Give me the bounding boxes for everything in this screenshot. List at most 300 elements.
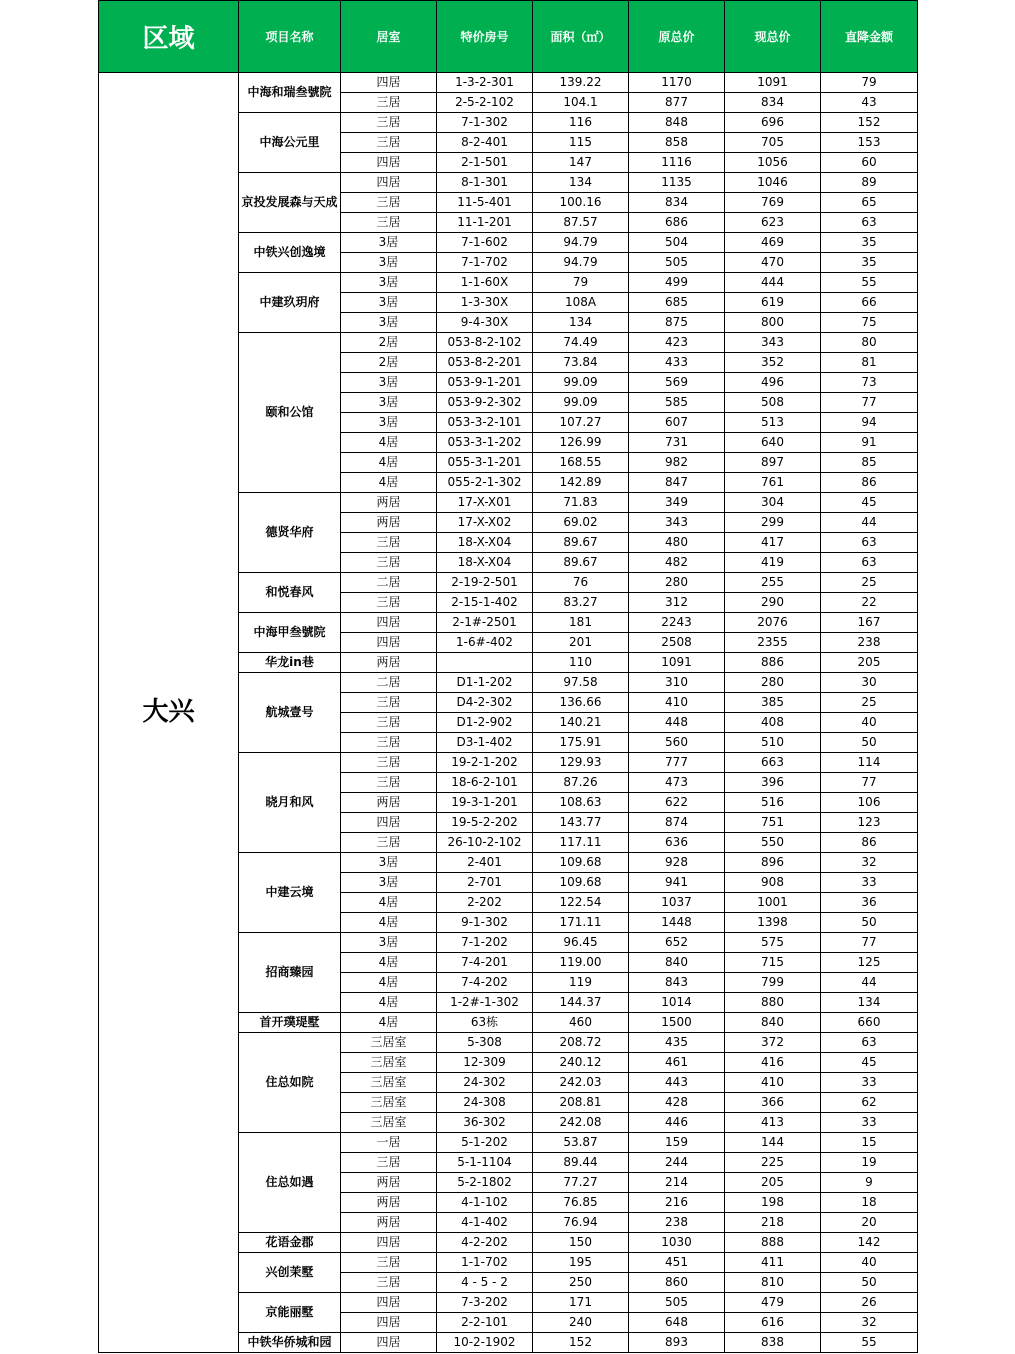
cell-rooms: 三居室 [341, 1053, 437, 1073]
cell-orig-price: 343 [629, 513, 725, 533]
cell-orig-price: 280 [629, 573, 725, 593]
cell-now-price: 1398 [725, 913, 821, 933]
cell-area: 208.81 [533, 1093, 629, 1113]
cell-area: 242.08 [533, 1113, 629, 1133]
cell-area: 168.55 [533, 453, 629, 473]
cell-area: 87.57 [533, 213, 629, 233]
region-cell: 大兴 [99, 73, 239, 1353]
header-rooms: 居室 [341, 1, 437, 73]
cell-rooms: 4居 [341, 473, 437, 493]
cell-unit: 053-9-2-302 [437, 393, 533, 413]
table-row [99, 73, 918, 93]
cell-unit: 2-1#-2501 [437, 613, 533, 633]
cell-orig-price: 428 [629, 1093, 725, 1113]
cell-now-price: 1056 [725, 153, 821, 173]
cell-discount: 77 [821, 933, 918, 953]
cell-unit: 053-9-1-201 [437, 373, 533, 393]
cell-area: 73.84 [533, 353, 629, 373]
header-unit: 特价房号 [437, 1, 533, 73]
cell-unit: 4-1-102 [437, 1193, 533, 1213]
cell-orig-price: 499 [629, 273, 725, 293]
cell-area: 76.85 [533, 1193, 629, 1213]
cell-discount: 60 [821, 153, 918, 173]
cell-discount: 44 [821, 973, 918, 993]
cell-rooms: 3居 [341, 253, 437, 273]
cell-rooms: 4居 [341, 993, 437, 1013]
cell-unit: 5-2-1802 [437, 1173, 533, 1193]
cell-discount: 50 [821, 733, 918, 753]
cell-orig-price: 1116 [629, 153, 725, 173]
cell-orig-price: 2508 [629, 633, 725, 653]
cell-orig-price: 652 [629, 933, 725, 953]
cell-area: 100.16 [533, 193, 629, 213]
project-name-cell: 住总如院 [239, 1033, 341, 1133]
cell-area: 89.67 [533, 553, 629, 573]
cell-discount: 660 [821, 1013, 918, 1033]
cell-unit: 7-1-702 [437, 253, 533, 273]
cell-area: 171.11 [533, 913, 629, 933]
cell-rooms: 3居 [341, 853, 437, 873]
cell-discount: 35 [821, 253, 918, 273]
cell-rooms: 四居 [341, 633, 437, 653]
cell-unit: 055-3-1-201 [437, 453, 533, 473]
cell-now-price: 385 [725, 693, 821, 713]
cell-discount: 125 [821, 953, 918, 973]
cell-discount: 63 [821, 533, 918, 553]
cell-rooms: 三居 [341, 833, 437, 853]
cell-unit: 26-10-2-102 [437, 833, 533, 853]
cell-unit: 2-2-101 [437, 1313, 533, 1333]
cell-orig-price: 1135 [629, 173, 725, 193]
cell-now-price: 198 [725, 1193, 821, 1213]
cell-unit: 19-5-2-202 [437, 813, 533, 833]
cell-area: 94.79 [533, 253, 629, 273]
cell-unit: D1-2-902 [437, 713, 533, 733]
cell-area: 77.27 [533, 1173, 629, 1193]
cell-orig-price: 875 [629, 313, 725, 333]
cell-orig-price: 648 [629, 1313, 725, 1333]
cell-area: 89.44 [533, 1153, 629, 1173]
cell-unit: 18-X-X04 [437, 533, 533, 553]
cell-unit: 2-1-501 [437, 153, 533, 173]
cell-area: 150 [533, 1233, 629, 1253]
cell-discount: 106 [821, 793, 918, 813]
cell-orig-price: 505 [629, 1293, 725, 1313]
cell-now-price: 508 [725, 393, 821, 413]
cell-area: 110 [533, 653, 629, 673]
cell-orig-price: 777 [629, 753, 725, 773]
cell-now-price: 411 [725, 1253, 821, 1273]
cell-orig-price: 504 [629, 233, 725, 253]
cell-unit: 7-4-201 [437, 953, 533, 973]
cell-discount: 86 [821, 833, 918, 853]
project-name-cell: 晓月和风 [239, 753, 341, 853]
project-name-cell: 华龙in巷 [239, 653, 341, 673]
cell-discount: 35 [821, 233, 918, 253]
cell-area: 240.12 [533, 1053, 629, 1073]
cell-discount: 55 [821, 1333, 918, 1353]
cell-rooms: 3居 [341, 273, 437, 293]
cell-area: 96.45 [533, 933, 629, 953]
cell-rooms: 三居室 [341, 1113, 437, 1133]
cell-now-price: 640 [725, 433, 821, 453]
cell-orig-price: 686 [629, 213, 725, 233]
cell-discount: 79 [821, 73, 918, 93]
cell-discount: 152 [821, 113, 918, 133]
cell-unit: 1-1-702 [437, 1253, 533, 1273]
cell-area: 107.27 [533, 413, 629, 433]
cell-rooms: 两居 [341, 493, 437, 513]
cell-now-price: 897 [725, 453, 821, 473]
cell-unit: 7-1-202 [437, 933, 533, 953]
cell-rooms: 二居 [341, 673, 437, 693]
cell-discount: 65 [821, 193, 918, 213]
cell-rooms: 3居 [341, 933, 437, 953]
cell-unit: 053-3-1-202 [437, 433, 533, 453]
cell-discount: 167 [821, 613, 918, 633]
cell-discount: 142 [821, 1233, 918, 1253]
project-name-cell: 中铁兴创逸境 [239, 233, 341, 273]
cell-now-price: 343 [725, 333, 821, 353]
cell-now-price: 290 [725, 593, 821, 613]
cell-area: 116 [533, 113, 629, 133]
cell-discount: 86 [821, 473, 918, 493]
project-name-cell: 京投发展森与天成 [239, 173, 341, 233]
cell-rooms: 四居 [341, 1233, 437, 1253]
table-body [99, 73, 918, 1353]
cell-discount: 40 [821, 713, 918, 733]
cell-orig-price: 622 [629, 793, 725, 813]
cell-now-price: 469 [725, 233, 821, 253]
cell-unit: 2-401 [437, 853, 533, 873]
cell-now-price: 225 [725, 1153, 821, 1173]
cell-unit: 8-1-301 [437, 173, 533, 193]
cell-discount: 40 [821, 1253, 918, 1273]
cell-area: 240 [533, 1313, 629, 1333]
cell-area: 99.09 [533, 373, 629, 393]
cell-rooms: 三居 [341, 113, 437, 133]
project-name-cell: 中海甲叁號院 [239, 613, 341, 653]
cell-now-price: 2355 [725, 633, 821, 653]
cell-orig-price: 893 [629, 1333, 725, 1353]
project-name-cell: 航城壹号 [239, 673, 341, 753]
cell-orig-price: 310 [629, 673, 725, 693]
cell-discount: 77 [821, 393, 918, 413]
cell-orig-price: 446 [629, 1113, 725, 1133]
cell-now-price: 751 [725, 813, 821, 833]
cell-discount: 73 [821, 373, 918, 393]
cell-unit: 2-19-2-501 [437, 573, 533, 593]
cell-now-price: 834 [725, 93, 821, 113]
cell-area: 134 [533, 173, 629, 193]
cell-discount: 55 [821, 273, 918, 293]
cell-orig-price: 848 [629, 113, 725, 133]
cell-area: 136.66 [533, 693, 629, 713]
cell-orig-price: 607 [629, 413, 725, 433]
cell-discount: 9 [821, 1173, 918, 1193]
cell-rooms: 四居 [341, 173, 437, 193]
cell-discount: 25 [821, 573, 918, 593]
cell-now-price: 550 [725, 833, 821, 853]
cell-discount: 91 [821, 433, 918, 453]
cell-area: 201 [533, 633, 629, 653]
cell-rooms: 三居 [341, 213, 437, 233]
cell-orig-price: 847 [629, 473, 725, 493]
cell-area: 147 [533, 153, 629, 173]
cell-rooms: 三居 [341, 533, 437, 553]
cell-unit: 18-6-2-101 [437, 773, 533, 793]
cell-area: 122.54 [533, 893, 629, 913]
cell-unit: 055-2-1-302 [437, 473, 533, 493]
cell-unit: 2-5-2-102 [437, 93, 533, 113]
cell-area: 69.02 [533, 513, 629, 533]
cell-now-price: 838 [725, 1333, 821, 1353]
cell-orig-price: 244 [629, 1153, 725, 1173]
cell-orig-price: 636 [629, 833, 725, 853]
cell-unit: 1-3-30X [437, 293, 533, 313]
cell-orig-price: 505 [629, 253, 725, 273]
cell-unit: 19-3-1-201 [437, 793, 533, 813]
cell-area: 79 [533, 273, 629, 293]
cell-discount: 44 [821, 513, 918, 533]
project-name-cell: 兴创茉墅 [239, 1253, 341, 1293]
cell-unit: 4 - 5 - 2 [437, 1273, 533, 1293]
cell-unit: 1-2#-1-302 [437, 993, 533, 1013]
cell-discount: 205 [821, 653, 918, 673]
cell-rooms: 四居 [341, 1313, 437, 1333]
header-region: 区域 [99, 1, 239, 73]
cell-orig-price: 877 [629, 93, 725, 113]
cell-now-price: 419 [725, 553, 821, 573]
cell-unit: 2-202 [437, 893, 533, 913]
cell-orig-price: 843 [629, 973, 725, 993]
cell-discount: 20 [821, 1213, 918, 1233]
cell-unit: 4-2-202 [437, 1233, 533, 1253]
cell-area: 94.79 [533, 233, 629, 253]
cell-now-price: 886 [725, 653, 821, 673]
cell-area: 181 [533, 613, 629, 633]
cell-now-price: 218 [725, 1213, 821, 1233]
cell-discount: 63 [821, 213, 918, 233]
cell-unit [437, 653, 533, 673]
cell-unit: 1-3-2-301 [437, 73, 533, 93]
cell-discount: 153 [821, 133, 918, 153]
cell-discount: 50 [821, 913, 918, 933]
cell-now-price: 416 [725, 1053, 821, 1073]
cell-area: 74.49 [533, 333, 629, 353]
cell-rooms: 三居室 [341, 1033, 437, 1053]
cell-now-price: 908 [725, 873, 821, 893]
cell-now-price: 1001 [725, 893, 821, 913]
cell-unit: 9-1-302 [437, 913, 533, 933]
cell-area: 115 [533, 133, 629, 153]
cell-rooms: 两居 [341, 793, 437, 813]
cell-discount: 89 [821, 173, 918, 193]
cell-area: 134 [533, 313, 629, 333]
cell-area: 99.09 [533, 393, 629, 413]
cell-now-price: 616 [725, 1313, 821, 1333]
cell-rooms: 四居 [341, 1293, 437, 1313]
cell-rooms: 两居 [341, 1193, 437, 1213]
cell-orig-price: 585 [629, 393, 725, 413]
project-name-cell: 中海和瑞叁號院 [239, 73, 341, 113]
cell-area: 143.77 [533, 813, 629, 833]
cell-now-price: 304 [725, 493, 821, 513]
cell-now-price: 516 [725, 793, 821, 813]
cell-discount: 80 [821, 333, 918, 353]
cell-rooms: 三居室 [341, 1093, 437, 1113]
cell-area: 109.68 [533, 853, 629, 873]
cell-rooms: 3居 [341, 233, 437, 253]
cell-orig-price: 238 [629, 1213, 725, 1233]
cell-rooms: 三居 [341, 593, 437, 613]
cell-now-price: 255 [725, 573, 821, 593]
cell-orig-price: 1170 [629, 73, 725, 93]
project-name-cell: 招商臻园 [239, 933, 341, 1013]
cell-unit: 1-1-60X [437, 273, 533, 293]
cell-area: 242.03 [533, 1073, 629, 1093]
cell-rooms: 三居 [341, 1253, 437, 1273]
cell-unit: 7-3-202 [437, 1293, 533, 1313]
cell-rooms: 4居 [341, 973, 437, 993]
cell-now-price: 619 [725, 293, 821, 313]
cell-orig-price: 1091 [629, 653, 725, 673]
cell-area: 208.72 [533, 1033, 629, 1053]
cell-unit: 9-4-30X [437, 313, 533, 333]
cell-rooms: 4居 [341, 893, 437, 913]
cell-rooms: 三居 [341, 133, 437, 153]
cell-now-price: 479 [725, 1293, 821, 1313]
cell-orig-price: 928 [629, 853, 725, 873]
cell-area: 142.89 [533, 473, 629, 493]
project-name-cell: 中铁华侨城和园 [239, 1333, 341, 1353]
header-area: 面积（㎡） [533, 1, 629, 73]
cell-orig-price: 159 [629, 1133, 725, 1153]
cell-orig-price: 840 [629, 953, 725, 973]
cell-unit: 24-308 [437, 1093, 533, 1113]
cell-unit: 19-2-1-202 [437, 753, 533, 773]
cell-unit: 7-4-202 [437, 973, 533, 993]
cell-discount: 15 [821, 1133, 918, 1153]
cell-area: 195 [533, 1253, 629, 1273]
cell-orig-price: 569 [629, 373, 725, 393]
cell-now-price: 623 [725, 213, 821, 233]
cell-rooms: 四居 [341, 813, 437, 833]
cell-discount: 63 [821, 553, 918, 573]
cell-discount: 45 [821, 1053, 918, 1073]
cell-orig-price: 858 [629, 133, 725, 153]
cell-discount: 238 [821, 633, 918, 653]
cell-unit: D3-1-402 [437, 733, 533, 753]
cell-area: 108.63 [533, 793, 629, 813]
cell-now-price: 413 [725, 1113, 821, 1133]
cell-rooms: 4居 [341, 433, 437, 453]
cell-now-price: 880 [725, 993, 821, 1013]
cell-rooms: 3居 [341, 293, 437, 313]
cell-discount: 66 [821, 293, 918, 313]
cell-area: 89.67 [533, 533, 629, 553]
header-discount: 直降金额 [821, 1, 918, 73]
cell-area: 119.00 [533, 953, 629, 973]
cell-orig-price: 433 [629, 353, 725, 373]
cell-unit: 36-302 [437, 1113, 533, 1133]
cell-rooms: 四居 [341, 153, 437, 173]
cell-unit: 053-3-2-101 [437, 413, 533, 433]
cell-discount: 114 [821, 753, 918, 773]
cell-area: 109.68 [533, 873, 629, 893]
cell-area: 126.99 [533, 433, 629, 453]
project-name-cell: 中建云境 [239, 853, 341, 933]
cell-orig-price: 461 [629, 1053, 725, 1073]
cell-discount: 62 [821, 1093, 918, 1113]
cell-rooms: 四居 [341, 613, 437, 633]
cell-now-price: 496 [725, 373, 821, 393]
cell-orig-price: 1014 [629, 993, 725, 1013]
cell-now-price: 299 [725, 513, 821, 533]
cell-area: 83.27 [533, 593, 629, 613]
cell-now-price: 352 [725, 353, 821, 373]
cell-rooms: 三居 [341, 753, 437, 773]
cell-unit: 2-15-1-402 [437, 593, 533, 613]
cell-rooms: 两居 [341, 513, 437, 533]
cell-now-price: 417 [725, 533, 821, 553]
cell-rooms: 2居 [341, 333, 437, 353]
cell-now-price: 575 [725, 933, 821, 953]
cell-rooms: 一居 [341, 1133, 437, 1153]
cell-orig-price: 410 [629, 693, 725, 713]
cell-unit: 4-1-402 [437, 1213, 533, 1233]
project-name-cell: 京能丽墅 [239, 1293, 341, 1333]
cell-area: 71.83 [533, 493, 629, 513]
cell-area: 139.22 [533, 73, 629, 93]
project-name-cell: 中海公元里 [239, 113, 341, 173]
cell-now-price: 366 [725, 1093, 821, 1113]
project-name-cell: 首开璞瑅墅 [239, 1013, 341, 1033]
cell-orig-price: 1030 [629, 1233, 725, 1253]
cell-orig-price: 834 [629, 193, 725, 213]
cell-now-price: 715 [725, 953, 821, 973]
cell-rooms: 2居 [341, 353, 437, 373]
cell-rooms: 4居 [341, 953, 437, 973]
cell-now-price: 799 [725, 973, 821, 993]
cell-rooms: 三居室 [341, 1073, 437, 1093]
cell-now-price: 410 [725, 1073, 821, 1093]
cell-rooms: 3居 [341, 873, 437, 893]
cell-discount: 30 [821, 673, 918, 693]
cell-now-price: 696 [725, 113, 821, 133]
cell-discount: 50 [821, 1273, 918, 1293]
cell-rooms: 4居 [341, 453, 437, 473]
cell-area: 108A [533, 293, 629, 313]
cell-rooms: 3居 [341, 313, 437, 333]
cell-orig-price: 982 [629, 453, 725, 473]
cell-discount: 77 [821, 773, 918, 793]
cell-now-price: 896 [725, 853, 821, 873]
cell-unit: 053-8-2-102 [437, 333, 533, 353]
cell-unit: 7-1-302 [437, 113, 533, 133]
cell-orig-price: 423 [629, 333, 725, 353]
cell-unit: 17-X-X01 [437, 493, 533, 513]
cell-discount: 94 [821, 413, 918, 433]
cell-rooms: 二居 [341, 573, 437, 593]
cell-now-price: 510 [725, 733, 821, 753]
cell-now-price: 144 [725, 1133, 821, 1153]
cell-discount: 134 [821, 993, 918, 1013]
cell-orig-price: 2243 [629, 613, 725, 633]
cell-unit: 053-8-2-201 [437, 353, 533, 373]
cell-area: 460 [533, 1013, 629, 1033]
cell-discount: 32 [821, 1313, 918, 1333]
